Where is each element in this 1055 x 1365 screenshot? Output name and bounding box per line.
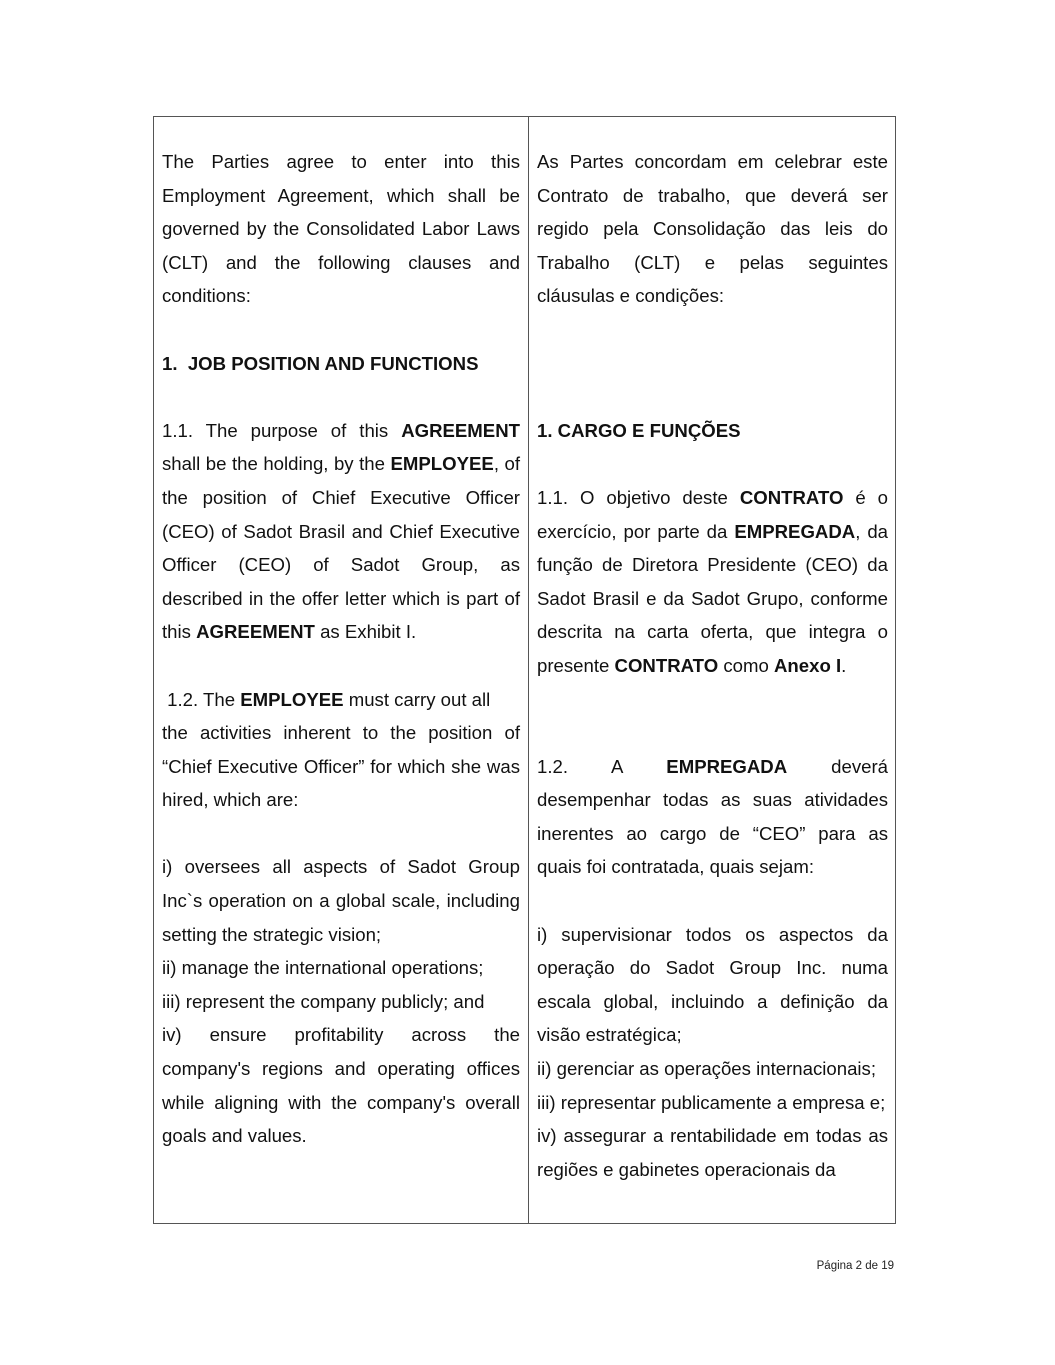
en-item-i: i) oversees all aspects of Sadot Group Inc`s operation on a global scale, including setting the strategic vision;	[162, 856, 520, 945]
column-divider	[528, 116, 529, 1224]
pt-item-iii: iii) representar publicamente a empresa e;	[537, 1091, 886, 1113]
pt-item-iv: iv) assegurar a rentabilidade em todas as regiões e gabinetes operacionais da	[537, 1125, 888, 1180]
pt-clause-1-2: 1.2. A EMPREGADA deverá desempenhar todas as suas atividades inerentes ao cargo de “CEO” para as quais foi contratada, quais sejam:	[537, 755, 888, 878]
en-item-iii: iii) represent the company publicly; and	[162, 990, 485, 1012]
en-section-heading: 1. JOB POSITION AND FUNCTIONS	[162, 352, 479, 374]
en-item-iv: iv) ensure profitability across the company's regions and operating offices while aligning with the company's overall goals and values.	[162, 1024, 520, 1147]
pt-intro: As Partes concordam em celebrar este Contrato de trabalho, que deverá ser regido pela Consolidação das leis do Trabalho (CLT) e pelas seguintes cláusulas e condições:	[537, 151, 888, 307]
en-clause-1-2: 1.2. The EMPLOYEE must carry out all the activities inherent to the position of “Chief Executive Officer” for which she was hired, which are:	[162, 688, 520, 811]
english-column	[162, 145, 520, 1153]
pt-section-heading: 1. CARGO E FUNÇÕES	[537, 419, 741, 441]
pt-clause-1-1: 1.1. O objetivo deste CONTRATO é o exercício, por parte da EMPREGADA, da função de Diretora Presidente (CEO) da Sadot Brasil e da Sadot Grupo, conforme descrita na carta oferta, que integra o presente CONTRATO como Anexo I.	[537, 486, 889, 676]
portuguese-column	[537, 145, 888, 1186]
en-intro: The Parties agree to enter into this Employment Agreement, which shall be governed by the Consolidated Labor Laws (CLT) and the following clauses and conditions:	[162, 151, 520, 307]
en-clause-1-1: 1.1. The purpose of this AGREEMENT shall be the holding, by the EMPLOYEE, of the position of Chief Executive Officer (CEO) of Sadot Brasil and Chief Executive Officer (CEO) of Sadot Group, as described in the offer letter which is part of this AGREEMENT as Exhibit I.	[162, 419, 520, 643]
en-item-ii: ii) manage the international operations;	[162, 957, 484, 979]
page-number: Página 2 de 19	[816, 1260, 894, 1272]
pt-item-ii: ii) gerenciar as operações internacionais;	[537, 1058, 876, 1080]
pt-item-i: i) supervisionar todos os aspectos da operação do Sadot Group Inc. numa escala global, incluindo a definição da visão estratégica;	[537, 923, 888, 1046]
